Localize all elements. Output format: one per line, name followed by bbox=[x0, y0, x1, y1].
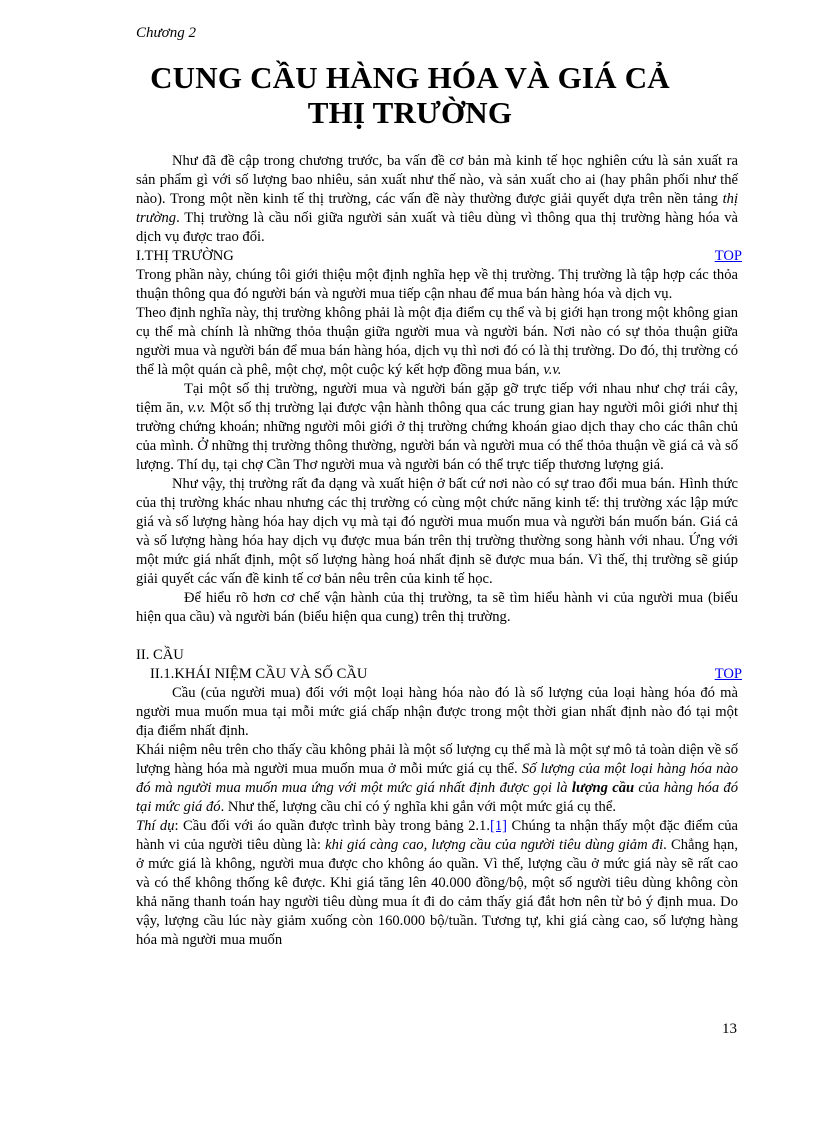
section-2-paragraph-1: Cầu (của người mua) đối với một loại hàng hóa nào đó là số lượng của loại hàng hóa đó mà người mua muốn mua tại mỗi mức giá chấp nhận được trong một thời gian nhất định nào đó tại một địa điểm nhất định. bbox=[136, 685, 738, 739]
section-2-paragraph-2: Khái niệm nêu trên cho thấy cầu không phải là một số lượng cụ thể mà là một sự mô tả toàn diện về số lượng hàng hóa mà người mua muốn mua ở mỗi mức giá cụ thể. Số lượng của một loại hàng hóa nào đó mà người mua muốn mua ứng với một mức giá nhất định được gọi là lượng cầu của hàng hóa đó tại mức giá đó. Như thế, lượng cầu chỉ có ý nghĩa khi gắn với một mức giá cụ thể. bbox=[136, 742, 738, 815]
section-1-paragraph-3: Tại một số thị trường, người mua và người bán gặp gỡ trực tiếp với nhau như chợ trái cây, tiệm ăn, v.v. Một số thị trường lại được vận hành thông qua các trung gian hay người môi giới như thị trường chứng khoán; những người môi giới ở thị trường chứng khoán giao dịch thay cho các thân chủ của mình. Ở những thị trường thông thường, người bán và người mua có thể thỏa thuận về giá cả và số lượng. Thí dụ, tại chợ Cần Thơ người mua và người bán có thể trực tiếp thương lượng giá. bbox=[136, 381, 738, 473]
section-2-subheading-row bbox=[136, 665, 742, 684]
section-1-paragraph-1: Trong phần này, chúng tôi giới thiệu một định nghĩa hẹp về thị trường. Thị trường là tập hợp các thỏa thuận thông qua đó người bán và người mua tiếp cận nhau để mua bán hàng hóa và dịch vụ. bbox=[136, 267, 738, 302]
chapter-title bbox=[110, 60, 710, 130]
intro-paragraph: Như đã đề cập trong chương trước, ba vấn đề cơ bản mà kinh tế học nghiên cứu là sản xuất ra sản phẩm gì với số lượng bao nhiêu, sản xuất như thế nào, và sản xuất cho ai (hay phân phối như thế nào). Trong một nền kinh tế thị trường, các vấn đề này thường được giải quyết dựa trên nền tảng thị trường. Thị trường là cầu nối giữa người sản xuất và tiêu dùng vì thông qua thị trường hàng hóa và dịch vụ được trao đổi. bbox=[136, 153, 738, 245]
top-link-section-2[interactable]: TOP bbox=[714, 666, 742, 682]
section-1-paragraph-4: Như vậy, thị trường rất đa dạng và xuất hiện ở bất cứ nơi nào có sự trao đổi mua bán. Hình thức của thị trường khác nhau nhưng các thị trường có cùng một chức năng kinh tế: thị trường xác lập mức giá và số lượng hàng hóa hay dịch vụ mà tại đó người mua muốn mua và người bán muốn bán. Giá cả và số lượng hàng hóa hay dịch vụ được mua bán trên thị trường thường song hành với nhau. Ứng với một mức giá nhất định, một số lượng hàng hoá nhất định sẽ được mua bán. Vì thế, thị trường sẽ giúp giải quyết các vấn đề kinh tế cơ bản nêu trên của kinh tế học. bbox=[136, 476, 738, 587]
chapter-title-line-2: THỊ TRƯỜNG bbox=[307, 95, 513, 130]
section-spacer bbox=[136, 627, 738, 646]
chapter-label: Chương 2 bbox=[136, 25, 196, 41]
section-2-subheading: II.1.KHÁI NIỆM CẦU VÀ SỐ CẦU bbox=[150, 666, 368, 682]
page-number: 13 bbox=[722, 1021, 737, 1037]
citation-link-1[interactable]: [1] bbox=[490, 818, 508, 834]
document-body bbox=[136, 152, 742, 950]
section-1-paragraph-5: Để hiểu rõ hơn cơ chế vận hành của thị trường, ta sẽ tìm hiểu hành vi của người mua (biểu hiện qua cầu) và người bán (biểu hiện qua cung) trên thị trường. bbox=[136, 590, 738, 625]
chapter-title-line-1: CUNG CẦU HÀNG HÓA VÀ GIÁ CẢ bbox=[150, 60, 670, 95]
section-1-heading-row bbox=[136, 247, 742, 266]
top-link-section-1[interactable]: TOP bbox=[714, 248, 742, 264]
section-2-heading: II. CẦU bbox=[136, 647, 184, 663]
section-2-paragraph-3: Thí dụ: Cầu đối với áo quần được trình bày trong bảng 2.1.[1] Chúng ta nhận thấy một đặc điểm của hành vi của người tiêu dùng là: khi giá càng cao, lượng cầu của người tiêu dùng giảm đi. Chẳng hạn, ở mức giá là không, người mua được cho không áo quần. Vì thế, lượng cầu ở mức giá này sẽ rất cao và có thể không thống kê được. Khi giá tăng lên 40.000 đồng/bộ, một số người tiêu dùng không còn khả năng thanh toán hay người tiêu dùng mua ít đi do cảm thấy giá đắt hơn nên từ bỏ ý định mua. Do vậy, lượng cầu lúc này giảm xuống còn 160.000 bộ/tuần. Tương tự, khi giá càng cao, số lượng hàng hóa mà người mua muốn bbox=[136, 818, 738, 948]
section-1-paragraph-2: Theo định nghĩa này, thị trường không phải là một địa điểm cụ thể và bị giới hạn trong một không gian cụ thể mà chính là những thỏa thuận giữa người mua và người bán. Nơi nào có sự thỏa thuận giữa người mua và người bán để mua bán hàng hóa, dịch vụ thì nơi đó có là thị trường. Do đó, thị trường có thể là một quán cà phê, một chợ, một cuộc ký kết hợp đồng mua bán, v.v. bbox=[136, 305, 738, 378]
section-1-heading: I.THỊ TRƯỜNG bbox=[136, 248, 234, 264]
